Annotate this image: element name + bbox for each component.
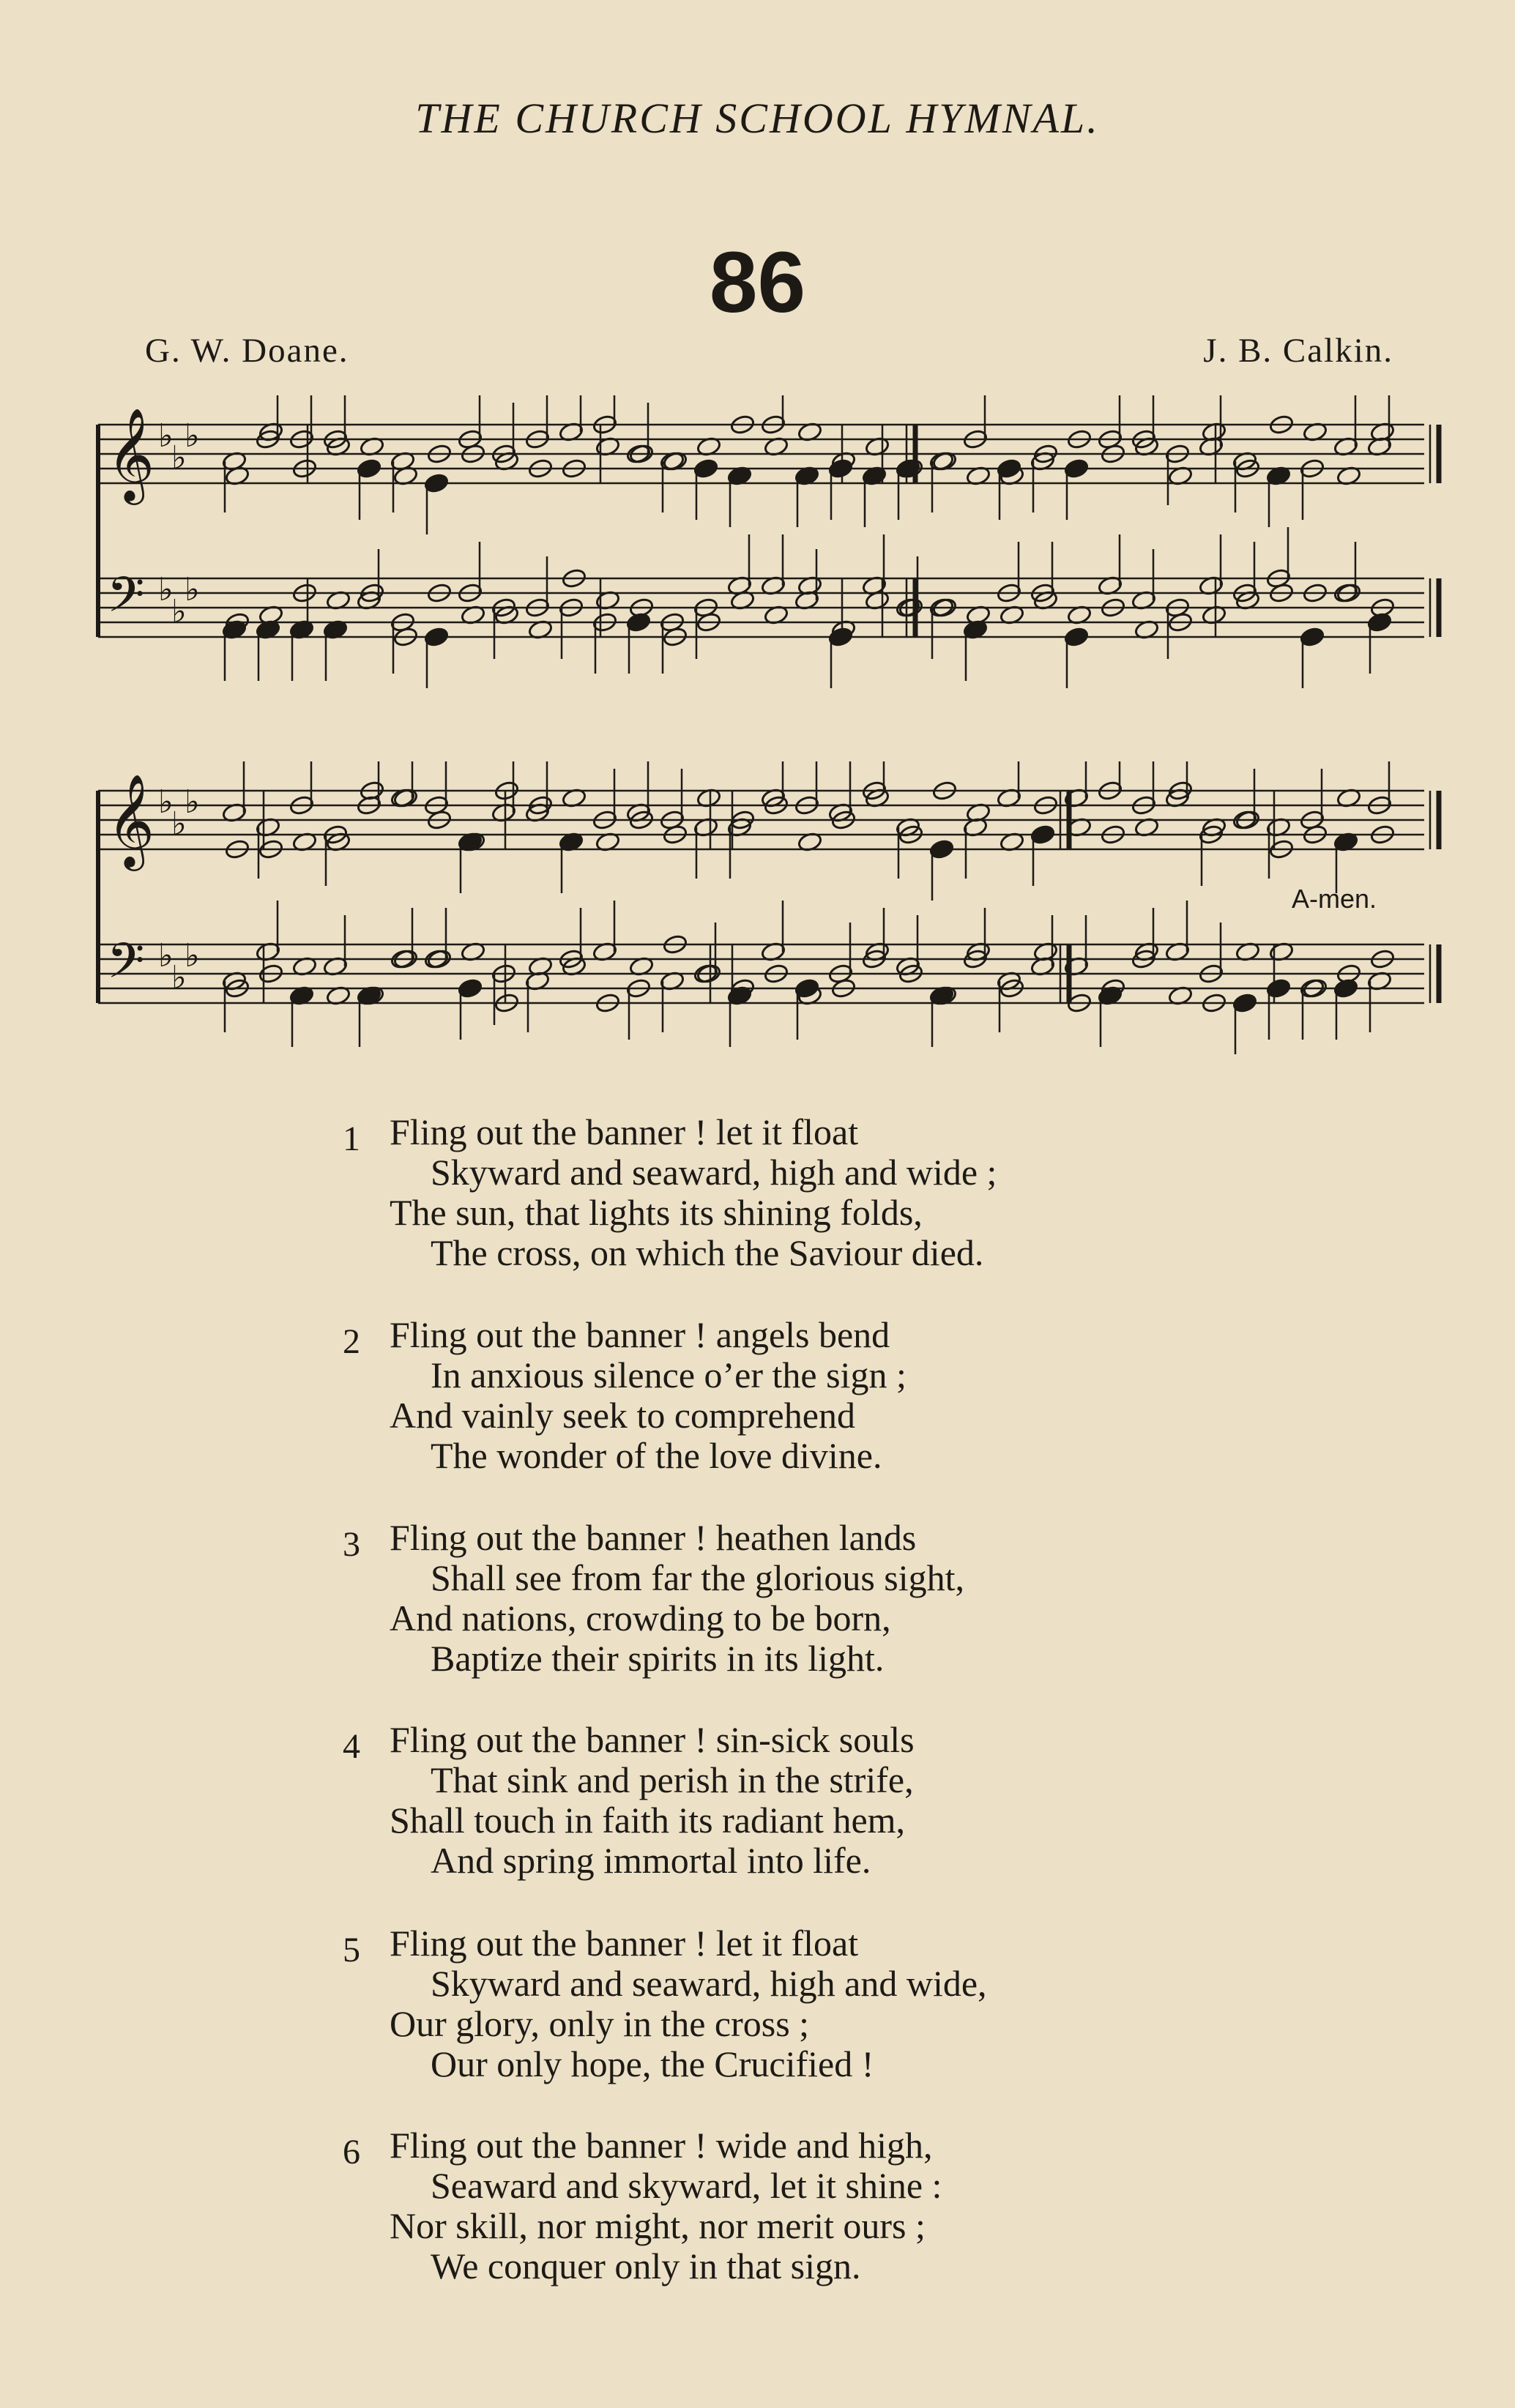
flat-icon: ♭: [185, 417, 200, 455]
music-system-2: [88, 761, 1450, 1069]
verse-line: Fling out the banner ! wide and high,: [390, 2125, 933, 2166]
verse-line: And vainly seek to comprehend: [390, 1395, 855, 1436]
verse-line: We conquer only in that sign.: [431, 2245, 861, 2286]
hymn-number: 86: [709, 234, 806, 331]
verse-line: The wonder of the love divine.: [431, 1435, 882, 1476]
verse-line: Baptize their spirits in its light.: [431, 1638, 885, 1679]
verse-line: Seaward and skyward, let it shine :: [431, 2165, 942, 2206]
running-title: THE CHURCH SCHOOL HYMNAL.: [415, 94, 1100, 142]
verse-number: 4: [343, 1727, 360, 1766]
verse-line: And spring immortal into life.: [431, 1840, 871, 1881]
music-system-1: [88, 395, 1450, 703]
verse-line: And nations, crowding to be born,: [390, 1598, 891, 1639]
flat-icon: ♭: [185, 783, 200, 821]
flat-icon: ♭: [158, 417, 174, 455]
treble-clef-icon: 𝄞: [107, 407, 155, 501]
music-composer: J. B. Calkin.: [1203, 332, 1393, 370]
verse-line: That sink and perish in the strife,: [431, 1759, 914, 1800]
bass-clef-icon: 𝄢: [107, 567, 145, 635]
flat-icon: ♭: [171, 593, 187, 630]
verse-line: Fling out the banner ! angels bend: [390, 1314, 890, 1355]
flat-icon: ♭: [185, 937, 200, 974]
verse-number: 1: [343, 1119, 360, 1158]
verse-line: Fling out the banner ! heathen lands: [390, 1517, 917, 1558]
flat-icon: ♭: [185, 571, 200, 608]
verse-number: 6: [343, 2133, 360, 2172]
bass-staff: [98, 527, 1439, 688]
verse-line: Nor skill, nor might, nor merit ours ;: [390, 2205, 926, 2246]
flat-icon: ♭: [171, 439, 187, 477]
flat-icon: ♭: [171, 805, 187, 843]
verse-line: Skyward and seaward, high and wide,: [431, 1963, 987, 2004]
flat-icon: ♭: [158, 783, 174, 821]
verse-line: In anxious silence o’er the sign ;: [431, 1354, 907, 1395]
music-system-2-notation: [88, 761, 1450, 1069]
music-system-1-notation: [88, 395, 1450, 703]
flat-icon: ♭: [158, 571, 174, 608]
verse-line: Our glory, only in the cross ;: [390, 2003, 810, 2044]
flat-icon: ♭: [158, 937, 174, 974]
treble-staff: [98, 761, 1439, 901]
verse-line: Skyward and seaward, high and wide ;: [431, 1152, 997, 1193]
bass-clef-icon: 𝄢: [107, 933, 145, 1001]
verse-number: 3: [343, 1525, 360, 1564]
verse-line: Shall touch in faith its radiant hem,: [390, 1800, 906, 1841]
verse-line: Shall see from far the glorious sight,: [431, 1557, 965, 1598]
verse-number: 5: [343, 1931, 360, 1969]
verse-line: The sun, that lights its shining folds,: [390, 1192, 923, 1233]
verse-line: Fling out the banner ! sin-sick souls: [390, 1719, 915, 1760]
flat-icon: ♭: [171, 959, 187, 996]
amen-label: A-men.: [1292, 884, 1377, 914]
words-author: G. W. Doane.: [145, 332, 349, 370]
treble-staff: [98, 395, 1439, 534]
verse-line: Fling out the banner ! let it float: [390, 1923, 859, 1964]
verse-line: Fling out the banner ! let it float: [390, 1111, 859, 1152]
verse-number: 2: [343, 1322, 360, 1361]
verse-line: Our only hope, the Crucified !: [431, 2043, 874, 2084]
treble-clef-icon: 𝄞: [107, 773, 155, 867]
verse-line: The cross, on which the Saviour died.: [431, 1232, 984, 1273]
bass-staff: [98, 901, 1439, 1054]
